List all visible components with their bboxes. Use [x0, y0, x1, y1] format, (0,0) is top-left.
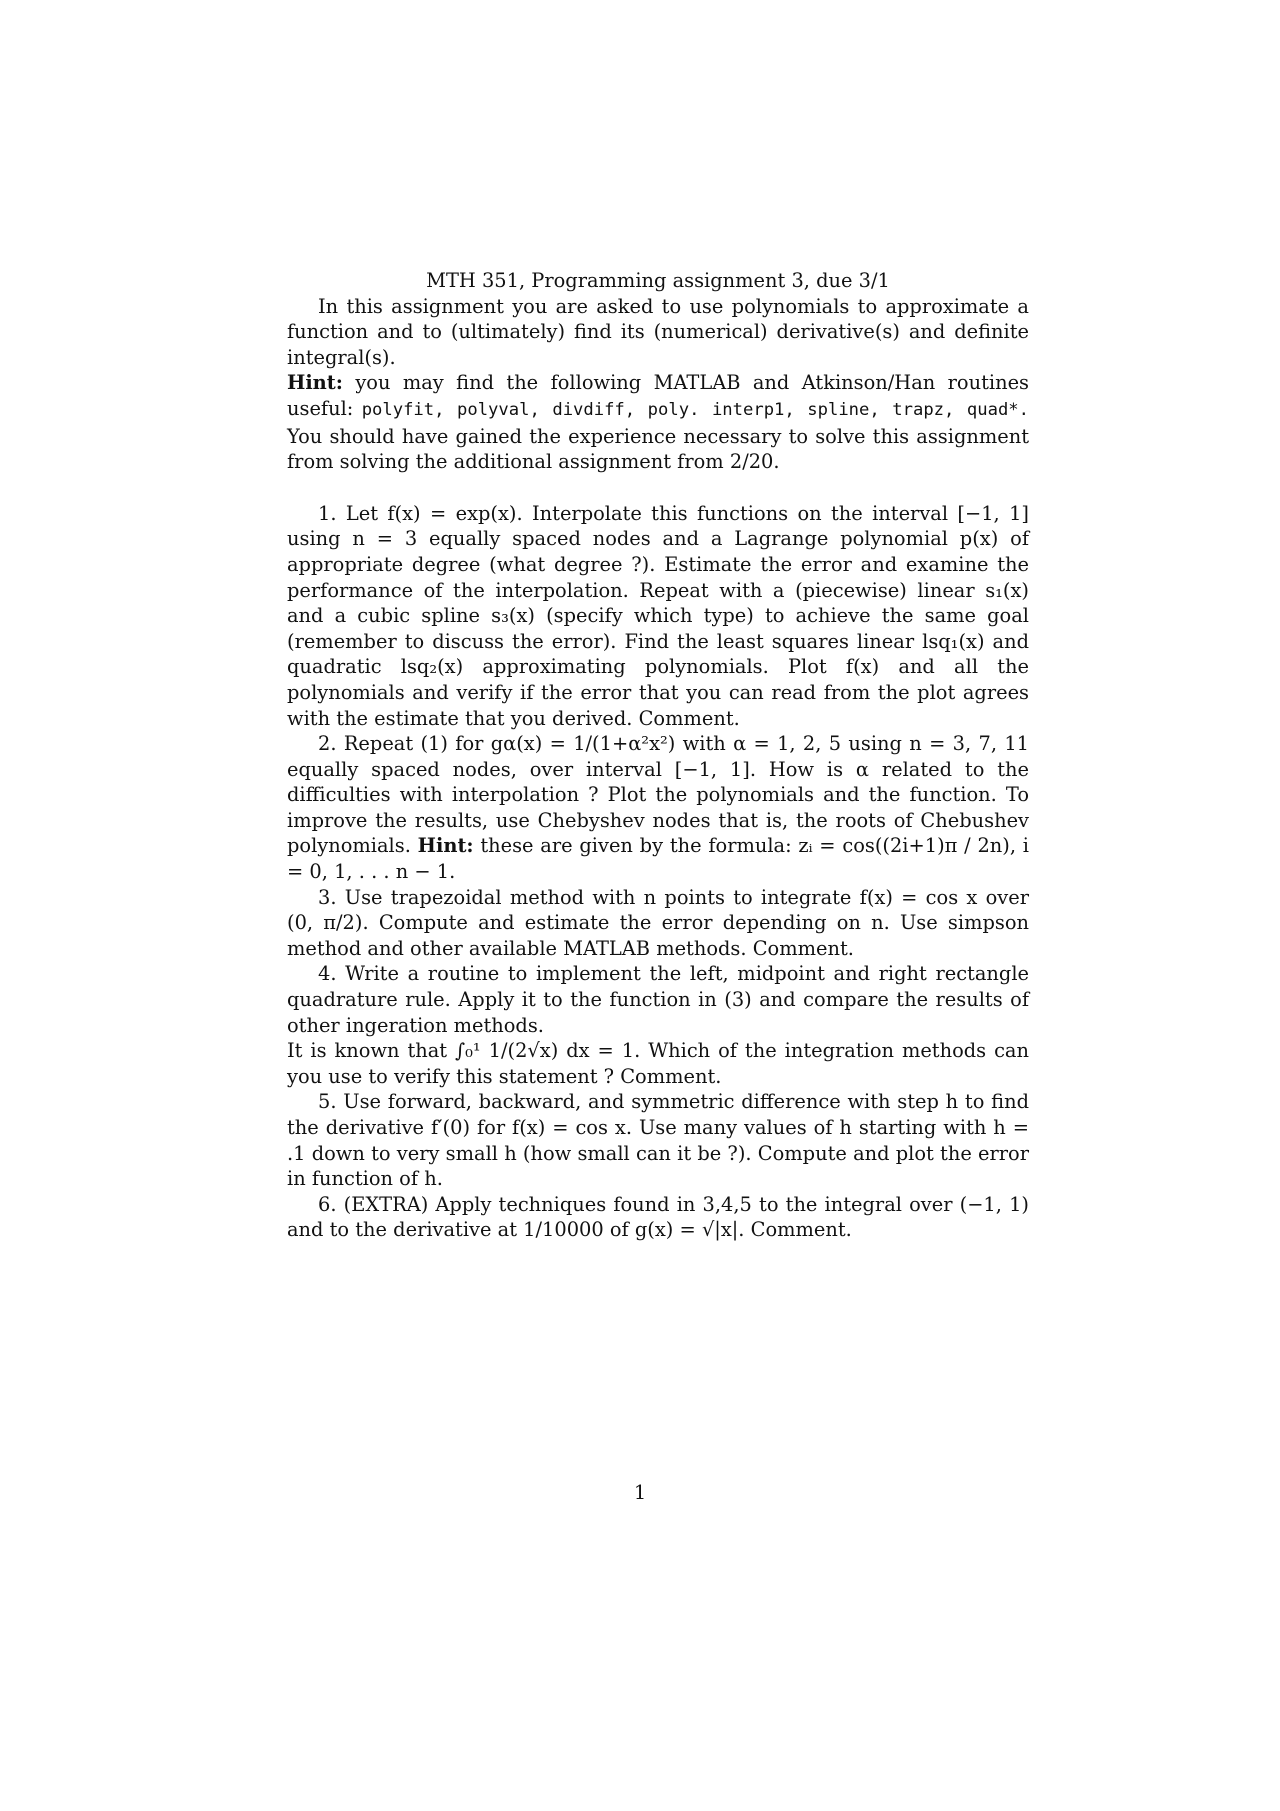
problem-4-known-statement: It is known that ∫₀¹ 1/(2√x) dx = 1. Which of the integration methods can you use to verify this statement ? Comment. [287, 1039, 1029, 1088]
page-title: MTH 351, Programming assignment 3, due 3/1 [426, 269, 890, 292]
assignment-body [287, 268, 1029, 1243]
problem-6: 6. (EXTRA) Apply techniques found in 3,4,5 to the integral over (−1, 1) and to the derivative at 1/10000 of g(x) = √|x|. Comment. [287, 1192, 1029, 1242]
problem-4: 4. Write a routine to implement the left, midpoint and right rectangle quadrature rule. Apply it to the function in (3) and compare the results of other ingeration methods. [287, 962, 1029, 1037]
section-spacer [287, 475, 1029, 501]
problem-2-hint-label: Hint: [417, 834, 474, 858]
problem-2-text: 2. Repeat (1) for gα(x) = 1/(1+α²x²) with α = 1, 2, 5 using n = 3, 7, 11 equally spaced nodes, over interval [−1, 1]. How is α related to the difficulties with interpolation ? Plot the polynomials and the function. To improve the results, use Chebyshev nodes that is, the roots of Chebushev polynomials. [287, 732, 1029, 858]
page-number: 1 [633, 1481, 647, 1504]
hint-label: Hint: [287, 371, 343, 395]
problem-5: 5. Use forward, backward, and symmetric difference with step h to find the derivative f′(0) for f(x) = cos x. Use many values of h starting with h = .1 down to very small h (how small can it be ?). Compute and plot the error in function of h. [287, 1090, 1029, 1191]
routine-list: polyfit, polyval, divdiff, poly. interp1, spline, trapz, quad*. [361, 399, 1029, 420]
experience-text: You should have gained the experience necessary to solve this assignment from solving the additional assignment from 2/20. [287, 424, 1029, 474]
problem-1: 1. Let f(x) = exp(x). Interpolate this functions on the interval [−1, 1] using n = 3 equally spaced nodes and a Lagrange polynomial p(x) of appropriate degree (what degree ?). Estimate the error and examine the performance of the interpolation. Repeat with a (piecewise) linear s₁(x) and a cubic spline s₃(x) (specify which type) to achieve the same goal (remember to discuss the error). Find the least squares linear lsq₁(x) and quadratic lsq₂(x) approximating polynomials. Plot f(x) and all the polynomials and verify if the error that you can read from the plot agrees with the estimate that you derived. Comment. [287, 501, 1029, 730]
problem-2-hint-text: these are given by the formula: zᵢ = cos((2i+1)π / 2n), i = 0, 1, . . . n − 1. [287, 834, 1029, 884]
problem-2 [287, 731, 1029, 885]
intro-paragraph [287, 294, 1029, 475]
problem-3: 3. Use trapezoidal method with n points to integrate f(x) = cos x over (0, π/2). Compute and estimate the error depending on n. Use simpson method and other available MATLAB methods. Comment. [287, 885, 1029, 960]
intro-text: In this assignment you are asked to use polynomials to approximate a function and to (ultimately) find its (numerical) derivative(s) and definite integral(s). [287, 294, 1029, 369]
hint-text: you may find the following MATLAB and Atkinson/Han routines useful: [287, 371, 1029, 420]
